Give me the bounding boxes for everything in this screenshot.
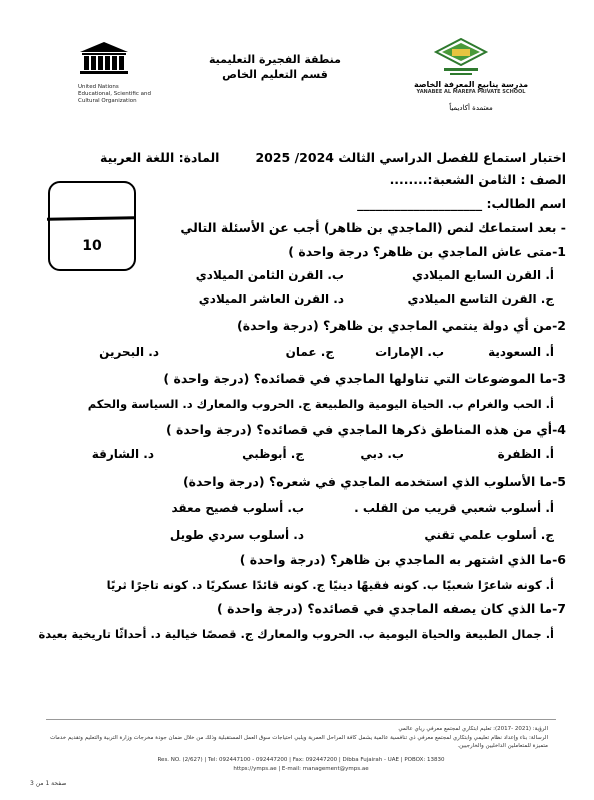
score-box (48, 181, 136, 271)
school-name: مدرسة ينابيع المعرفة الخاصة YANABEE AL MAREFA PRIVATE SCHOOL (413, 80, 529, 95)
question-5: 5-ما الأسلوب الذي استخدمه الماجدي في شعره؟ (درجة واحدة) (182, 474, 566, 489)
footer-mission: الرسالة: بناء وإعداد نظام تعليمي وابتكاري لمجتمع معرفي ذي تنافسية عالمية يشمل كافة المراحل العمرية ويلبي احتياجات سوق العمل المستقبلية وذلك من خلال ضمان جودة مخرجات وزارة التربية والتعليم وتقديم خدمات متميزة للمتعاملين الداخليين والخارجيين. (50, 735, 548, 749)
subject-label: المادة: اللغة العربية (100, 150, 220, 165)
q1-option-a: أ. القرن السابع الميلادي (411, 268, 554, 282)
q4-option-d: د. الشارقة (91, 447, 154, 461)
footer-web-email[interactable]: https://ymps.ae | E-mail: management@ymps.ae (233, 766, 369, 772)
unesco-logo-block (78, 40, 158, 105)
score-divider (47, 216, 135, 221)
unesco-caption: United Nations Educational, Scientific and Cultural Organization (78, 84, 151, 104)
q4-option-b: ب. دبي (360, 447, 404, 461)
unesco-temple-icon (78, 40, 130, 76)
q1-option-d: د. القرن العاشر الميلادي (198, 292, 344, 306)
q3-options: أ. الحب والغرام ب. الحياة اليومية والطبيعة ج. الحروب والمعارك د. السياسة والحكم (87, 397, 554, 411)
q1-option-c: ج. القرن التاسع الميلادي (407, 292, 554, 306)
q2-option-d: د. البحرين (99, 345, 159, 359)
accreditation-label: معتمدة أكاديمياً (449, 104, 493, 112)
q6-options: أ. كونه شاعرًا شعبيًا ب. كونه فقيهًا دينيًا ج. كونه قائدًا عسكريًا د. كونه تاجرًا ثريًا (106, 578, 554, 592)
footer-contact: Res. NO. (2/627) | Tel: 092447100 - 092447200 | Fax: 092447200 | Dibba Fujairah - UAE | POBOX: 13830 (157, 757, 445, 763)
score-total: 10 (82, 238, 102, 254)
question-3: 3-ما الموضوعات التي تناولها الماجدي في قصائده؟ (درجة واحدة ) (163, 371, 566, 386)
page-number: صفحة 1 من 3 (30, 780, 67, 787)
q2-option-a: أ. السعودية (488, 345, 554, 359)
student-name-field: اسم الطالب: ____________________ (357, 196, 566, 211)
q5-option-c: ج. أسلوب علمي تقني (424, 528, 554, 542)
question-6: 6-ما الذي اشتهر به الماجدي بن ظاهر؟ (درجة واحدة ) (239, 552, 566, 567)
q5-option-d: د. أسلوب سردي طويل (169, 528, 304, 542)
exam-title: اختبار استماع للفصل الدراسي الثالث 2024/ 2025 (255, 150, 566, 165)
region-title: منطقة الفجيرة التعليمية قسم التعليم الخاص (209, 53, 341, 81)
school-logo-icon (430, 38, 492, 82)
q5-option-a: أ. أسلوب شعبي قريب من القلب . (354, 501, 554, 515)
q4-option-c: ج. أبوظبي (242, 447, 304, 461)
q2-option-b: ب. الإمارات (375, 345, 444, 359)
instructions: - بعد استماعك لنص (الماجدي بن ظاهر) أجب عن الأسئلة التالي (180, 220, 566, 235)
q4-option-a: أ. الظفرة (497, 447, 554, 461)
q7-options: أ. جمال الطبيعة والحياة اليومية ب. الحروب والمعارك ج. قصصًا خيالية د. أحداثًا تاريخية بعيدة (38, 627, 554, 641)
question-4: 4-أي من هذه المناطق ذكرها الماجدي في قصائده؟ (درجة واحدة ) (165, 422, 566, 437)
question-7: 7-ما الذي كان يصفه الماجدي في قصائده؟ (درجة واحدة ) (217, 601, 566, 616)
question-2: 2-من أي دولة ينتمي الماجدي بن ظاهر؟ (درجة واحدة) (237, 318, 566, 333)
q2-option-c: ج. عمان (285, 345, 334, 359)
footer-divider (46, 719, 556, 720)
q5-option-b: ب. أسلوب فصيح معقد (171, 501, 304, 515)
question-1: 1-متى عاش الماجدي بن ظاهر؟ درجة واحدة ) (288, 244, 566, 259)
q1-option-b: ب. القرن الثامن الميلادي (195, 268, 344, 282)
footer-vision: الرؤية: (2021 -2017): تعليم ابتكاري لمجتمع معرفي رياي عالمي (398, 726, 548, 732)
grade-label: الصف : الثامن الشعبة:........ (389, 172, 566, 187)
